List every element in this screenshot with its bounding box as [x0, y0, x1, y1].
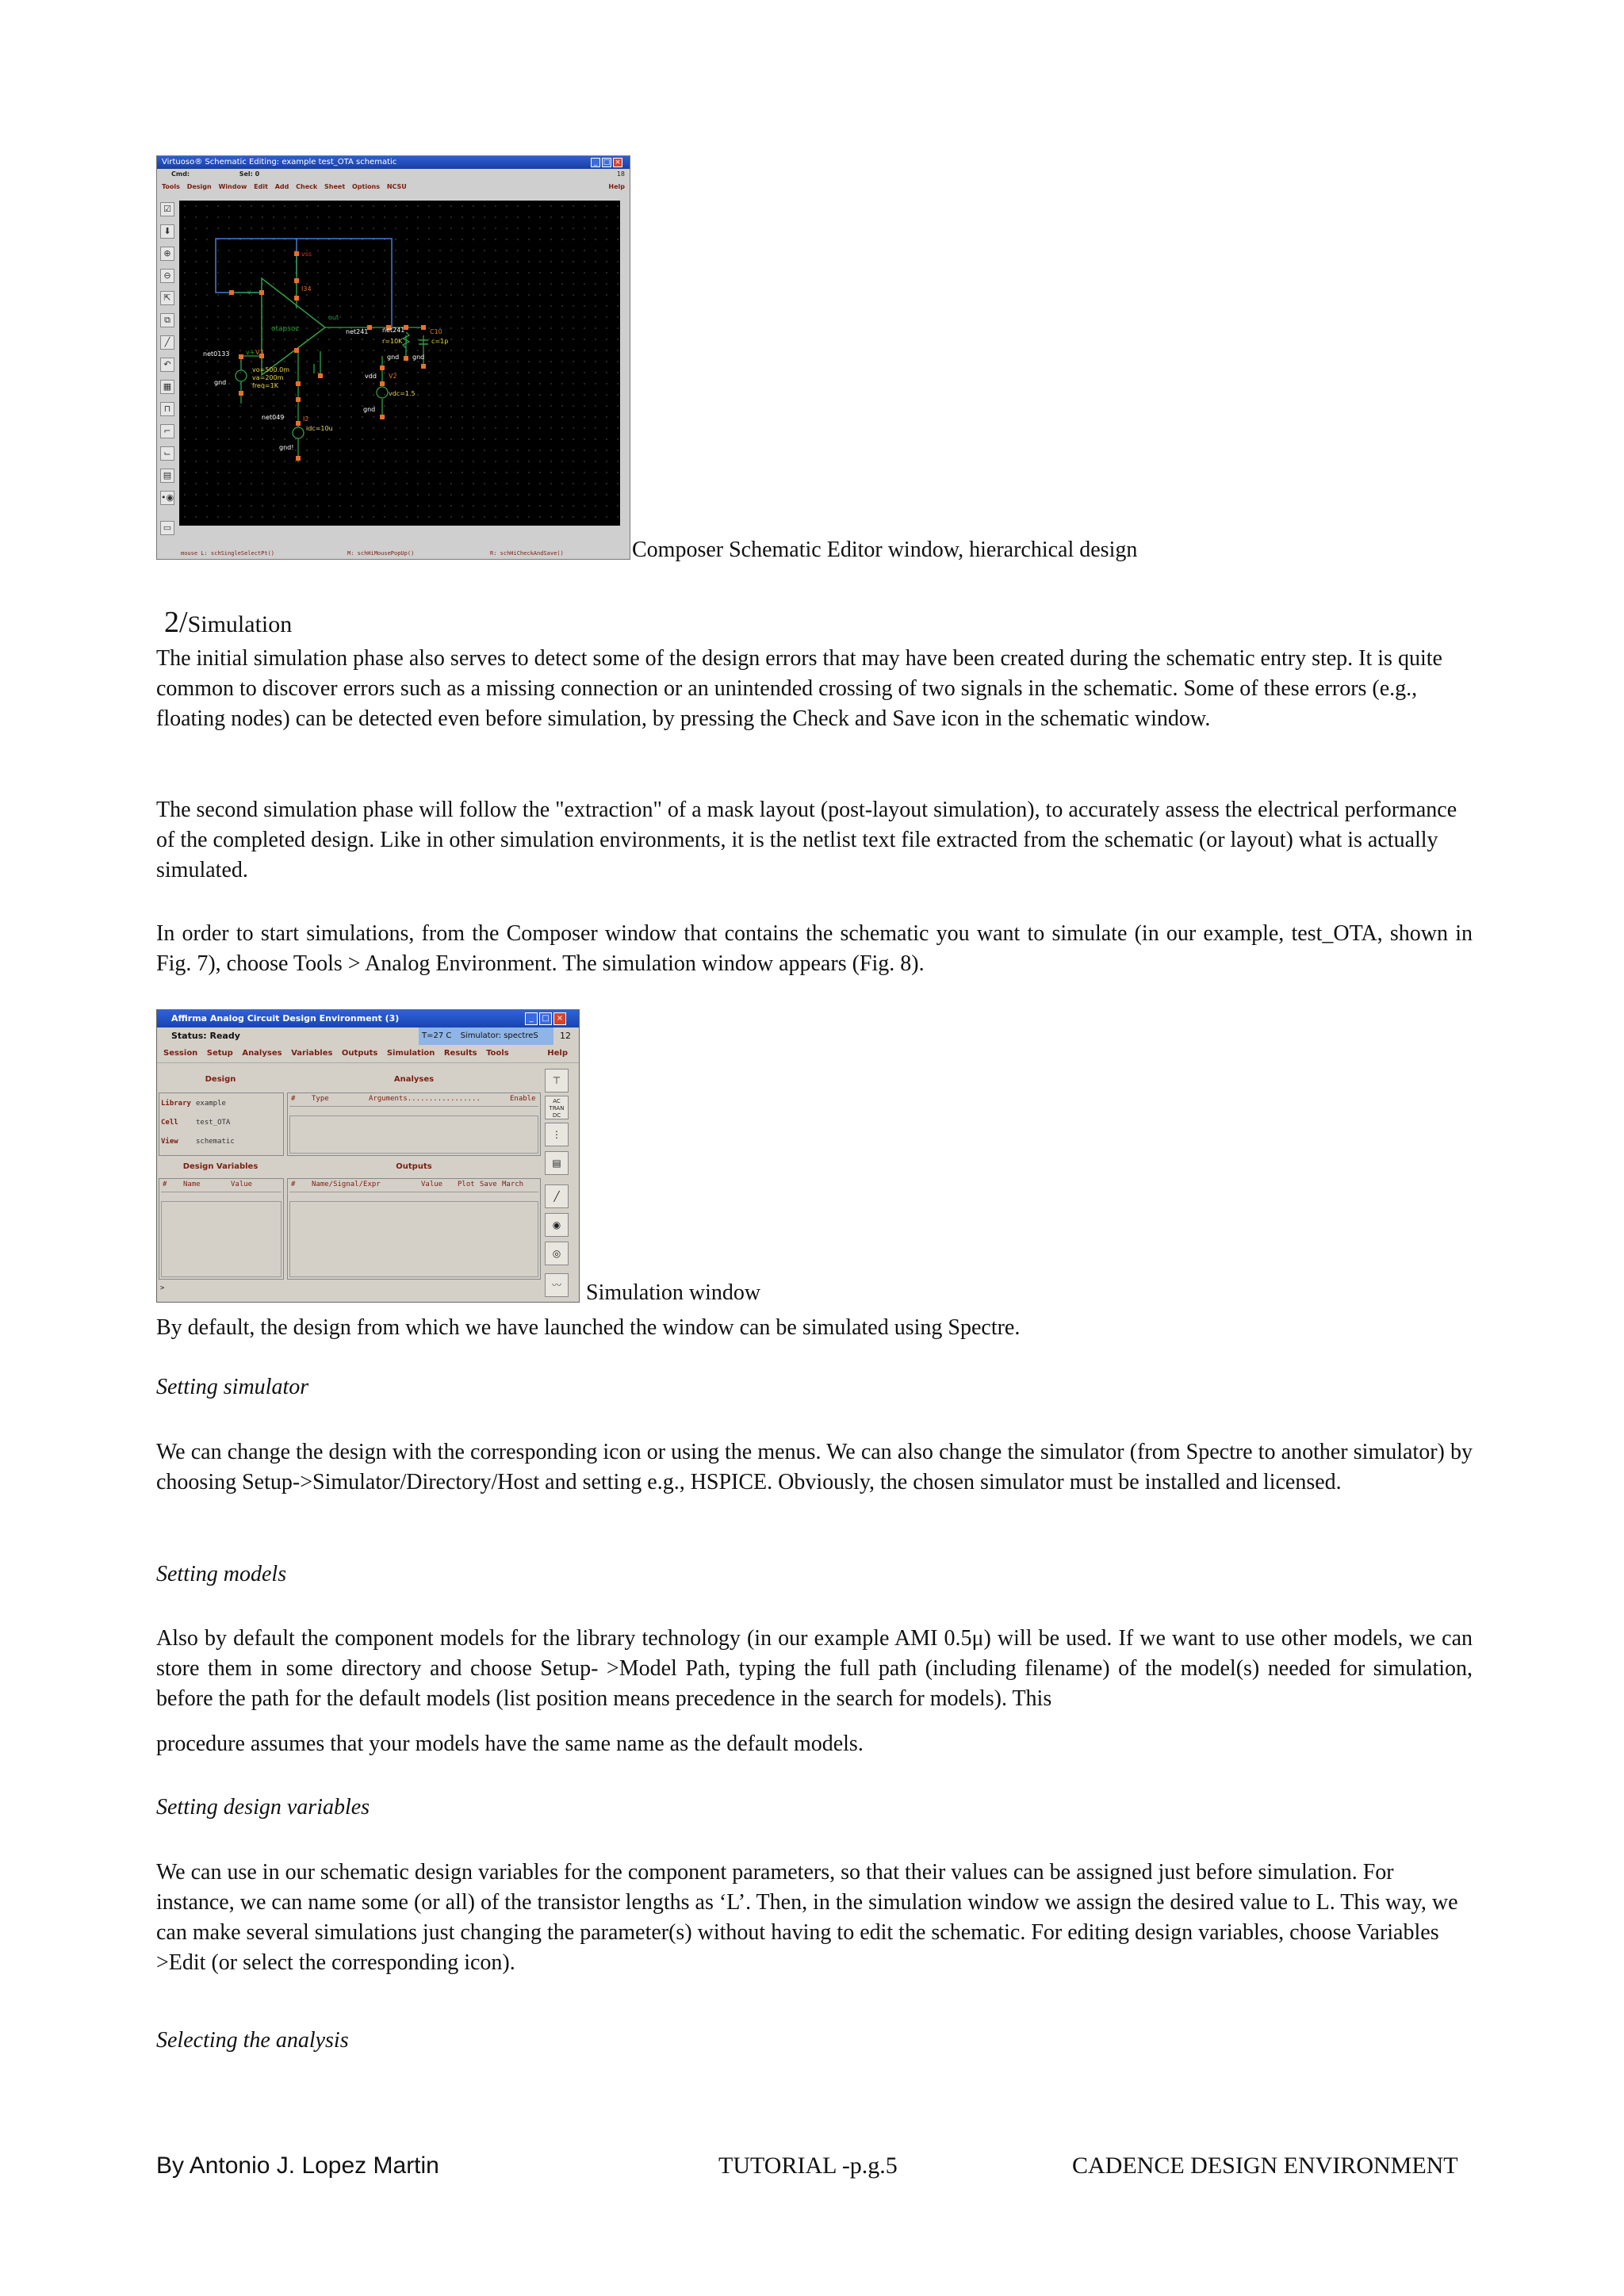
simulation-title-bar: Affirma Analog Circuit Design Environment (3)	[157, 1010, 579, 1027]
run-simulation-icon[interactable]: ◉	[545, 1213, 569, 1237]
mouse-middle-status: M: schHiMousePopUp()	[347, 550, 415, 557]
label-vdc: vdc=1.5	[389, 390, 416, 397]
command-prompt[interactable]: >	[160, 1284, 165, 1292]
section-title: Simulation	[187, 611, 293, 637]
close-icon[interactable]: ×	[613, 158, 622, 167]
design-panel	[159, 1093, 284, 1156]
menu-outputs[interactable]: Outputs	[341, 1049, 378, 1058]
maximize-icon[interactable]: □	[603, 159, 611, 166]
stretch-icon[interactable]: ⇱	[160, 291, 174, 305]
paragraph-initial-simulation: The initial simulation phase also serves to detect some of the design errors that may have been created during the schematic entry step. It is quite common to discover errors such as a missing connection or an unintended crossing of two signals in the schematic. Some of these errors (e.g., floating nodes) can be detected even before simulation, by pressing the Check and Save icon in the schematic window.	[156, 646, 1442, 731]
menu-simulation[interactable]: Simulation	[386, 1049, 435, 1058]
sim-close-icon[interactable]: ×	[553, 1012, 566, 1025]
simulation-window-screenshot	[156, 1009, 580, 1303]
command-strip	[157, 169, 630, 180]
label-icon[interactable]: ▤	[160, 469, 174, 483]
footer-page: TUTORIAL -p.g.5	[718, 2152, 898, 2179]
label-ibias: I34	[301, 285, 312, 293]
choose-analyses-icon[interactable]	[545, 1096, 569, 1119]
footer-title: CADENCE DESIGN ENVIRONMENT	[1072, 2152, 1458, 2179]
temperature-text: T=27 C	[422, 1031, 452, 1040]
label-vdd: vdd	[365, 373, 377, 380]
save-icon[interactable]: ⬇	[160, 224, 174, 239]
figure-caption-schematic: Composer Schematic Editor window, hierarchical design	[632, 538, 1138, 562]
analyses-col-enable: Enable	[510, 1095, 536, 1103]
menu-sheet[interactable]: Sheet	[324, 183, 346, 190]
stop-simulation-icon[interactable]: ◎	[545, 1242, 569, 1265]
status-text: Status: Ready	[171, 1031, 240, 1041]
undo-icon[interactable]: ↶	[160, 358, 174, 372]
dv-col-num: #	[163, 1181, 167, 1188]
label-va: va=200m	[252, 374, 284, 381]
menu-variables[interactable]: Variables	[291, 1049, 333, 1058]
schematic-drawing	[179, 201, 620, 526]
menu-options[interactable]: Options	[351, 183, 381, 190]
label-gnd-r: gnd	[387, 354, 400, 361]
outputs-col-save: Save	[480, 1181, 497, 1188]
menu-add[interactable]: Add	[274, 183, 289, 190]
mouse-right-status: R: schHiCheckAndSave()	[490, 550, 564, 557]
analyses-col-num: #	[291, 1095, 296, 1103]
schematic-menu-bar	[157, 182, 630, 193]
label-cval: c=1p	[431, 338, 449, 345]
dv-columns	[161, 1181, 282, 1192]
analyses-col-type: Type	[312, 1095, 329, 1103]
edit-variables-icon[interactable]: ⋮	[545, 1123, 569, 1146]
paragraph-start-simulation: In order to start simulations, from the Composer window that contains the schematic you want to simulate (in our example, test_OTA, shown in Fig. 7), choose Tools > Analog Environment. The simulation window appears (Fig. 8).	[156, 921, 1473, 976]
label-vss: vss	[301, 251, 312, 258]
design-header: Design	[205, 1075, 236, 1084]
menu-session[interactable]: Session	[163, 1049, 198, 1058]
label-c: C10	[430, 328, 442, 335]
outputs-col-march: March	[502, 1181, 524, 1188]
menu-analyses[interactable]: Analyses	[242, 1049, 282, 1058]
heading-setting-design-variables: Setting design variables	[156, 1795, 370, 1820]
sim-window-number: 12	[560, 1031, 571, 1041]
section-number: 2/	[164, 606, 188, 639]
design-variables-list[interactable]	[161, 1201, 282, 1277]
design-cell-value: test_OTA	[196, 1119, 231, 1127]
menu-check[interactable]: Check	[296, 183, 318, 190]
label-net241b: net241	[382, 327, 405, 334]
design-cell-label: Cell	[161, 1119, 178, 1127]
window-number: 18	[616, 170, 625, 178]
heading-setting-simulator: Setting simulator	[156, 1375, 309, 1399]
outputs-col-name: Name/Signal/Expr	[312, 1181, 381, 1188]
paragraph-post-layout: The second simulation phase will follow the "extraction" of a mask layout (post-layout simulation), to accurately assess the electrical performance of the completed design. Like in other simulation environments, it is the netlist text file extracted from the schematic (or layout) what is actually simulated.	[156, 798, 1457, 882]
label-v3: V3	[255, 349, 264, 356]
design-library-label: Library	[161, 1100, 191, 1108]
schematic-editor-screenshot	[156, 155, 630, 560]
analysis-dc-label: DC	[552, 1112, 561, 1119]
wire-narrow-icon[interactable]: ⌙	[160, 446, 174, 461]
label-net241a: net241	[346, 328, 369, 335]
design-view-label: View	[161, 1138, 178, 1146]
label-gnd-c: gnd	[412, 354, 425, 361]
delete-icon[interactable]: ▦	[160, 380, 174, 394]
section-heading	[164, 605, 292, 640]
paragraph-setting-simulator: We can change the design with the corresponding icon or using the menus. We can also change the simulator (from Spectre to another simulator) by choosing Setup->Simulator/Directory/Host and setting e.g., HSPICE. Obviously, the chosen simulator must be installed and licensed.	[156, 1440, 1473, 1494]
label-vo: vo=500.0m	[252, 366, 290, 373]
design-variables-table[interactable]	[159, 1178, 284, 1280]
paragraph-default-spectre: By default, the design from which we have launched the window can be simulated using Spectre.	[156, 1315, 1021, 1340]
minimize-icon[interactable]: _	[591, 158, 600, 167]
analysis-tran-label: TRAN	[549, 1105, 565, 1112]
sim-minimize-icon[interactable]: _	[525, 1012, 538, 1025]
dv-col-name: Name	[183, 1181, 201, 1188]
outputs-col-value: Value	[421, 1181, 443, 1188]
menu-results[interactable]: Results	[443, 1049, 477, 1058]
simulator-text: Simulator: spectreS	[460, 1031, 538, 1040]
outputs-table[interactable]	[287, 1178, 541, 1280]
property-icon[interactable]: •◉	[160, 491, 174, 505]
footer-author: By Antonio J. Lopez Martin	[156, 2152, 439, 2179]
label-vplus: v+	[246, 349, 255, 356]
setup-outputs-icon[interactable]: ▤	[545, 1151, 569, 1175]
menu-window[interactable]: Window	[218, 183, 247, 190]
window-icon[interactable]: ▭	[160, 521, 174, 535]
analyses-header: Analyses	[393, 1075, 435, 1084]
label-idc: idc=10u	[306, 425, 333, 432]
delete-pen-icon[interactable]: ╱	[545, 1184, 569, 1208]
copy-icon[interactable]: ⧉	[160, 313, 174, 327]
label-vminus: v-	[247, 289, 254, 296]
label-out: out	[328, 314, 339, 321]
label-v2: V2	[389, 373, 397, 380]
sim-maximize-icon[interactable]: □	[539, 1012, 552, 1025]
schematic-title-bar: Virtuoso® Schematic Editing: example test_OTA schematic	[157, 156, 630, 169]
analyses-table[interactable]	[287, 1093, 541, 1156]
schematic-canvas[interactable]	[179, 201, 620, 526]
analyses-list[interactable]	[289, 1115, 538, 1154]
analyses-columns	[289, 1095, 538, 1107]
outputs-col-plot: Plot	[458, 1181, 475, 1188]
mouse-status-bar	[157, 548, 630, 559]
label-gnd-v3: gnd	[214, 379, 227, 386]
analyses-col-args: Arguments.................	[369, 1095, 481, 1103]
sel-label: Sel: 0	[239, 170, 260, 178]
paragraph-models-same-name: procedure assumes that your models have the same name as the default models.	[156, 1732, 864, 1756]
check-save-icon[interactable]: ☑	[160, 202, 174, 216]
sim-menu-help[interactable]: Help	[547, 1049, 568, 1058]
choose-design-icon[interactable]: ⊤	[545, 1069, 569, 1093]
label-otapsoz: otapsoz	[271, 325, 300, 333]
label-net133: net0133	[203, 350, 230, 358]
label-freq: freq=1K	[252, 382, 278, 389]
outputs-columns	[289, 1181, 538, 1192]
cmd-label: Cmd:	[171, 170, 190, 178]
dv-col-value: Value	[231, 1181, 253, 1188]
menu-design[interactable]: Design	[186, 183, 212, 190]
figure-caption-simulation: Simulation window	[586, 1280, 761, 1305]
label-gnd-v2: gnd	[363, 406, 376, 413]
design-library-value: example	[196, 1100, 226, 1108]
design-view-value: schematic	[196, 1138, 235, 1146]
analysis-ac-label: AC	[553, 1098, 561, 1104]
mouse-left-status: mouse L: schSingleSelectPt()	[181, 550, 275, 557]
zoom-in-icon[interactable]: ⊕	[160, 247, 174, 261]
menu-help[interactable]: Help	[608, 183, 625, 190]
label-net249: net049	[262, 414, 285, 421]
paragraph-setting-models: Also by default the component models for the library technology (in our example AMI 0.5μ) will be used. If we want to use other models, we can store them in some directory and choose Setup- >Model Path, typing the full path (including filename) of the model(s) needed for simulation, before the path for the default models (list position means precedence in the search for models). This	[156, 1626, 1473, 1711]
label-i2: I2	[303, 415, 309, 423]
pin-icon[interactable]: ⌐	[160, 424, 174, 438]
design-variables-header: Design Variables	[182, 1162, 259, 1171]
label-r: r=10K	[382, 338, 403, 345]
instance-icon[interactable]: ⊓	[160, 402, 174, 416]
menu-tools[interactable]: Tools	[162, 183, 180, 190]
outputs-header: Outputs	[396, 1162, 432, 1171]
wire-icon[interactable]: ╱	[160, 335, 174, 350]
simulator-status-field	[419, 1027, 553, 1045]
menu-tools[interactable]: Tools	[486, 1049, 509, 1058]
menu-setup[interactable]: Setup	[206, 1049, 233, 1058]
outputs-col-num: #	[291, 1181, 296, 1188]
simulation-menu-bar	[157, 1045, 579, 1063]
heading-selecting-analysis: Selecting the analysis	[156, 2028, 349, 2053]
menu-edit[interactable]: Edit	[254, 183, 268, 190]
heading-setting-models: Setting models	[156, 1562, 287, 1586]
outputs-list[interactable]	[289, 1201, 538, 1277]
label-gnd-bang: gnd!	[279, 444, 294, 451]
zoom-out-icon[interactable]: ⊖	[160, 269, 174, 283]
paragraph-design-variables: We can use in our schematic design variables for the component parameters, so that their values can be assigned just before simulation. For instance, we can name some (or all) of the transistor lengths as ‘L’. Then, in the simulation window we assign the desired value to L. This way, we can make several simulations just changing the parameter(s) without having to edit the schematic. For editing design variables, choose Variables >Edit (or select the corresponding icon).	[156, 1860, 1458, 1975]
plot-outputs-icon[interactable]: 〰	[545, 1273, 569, 1297]
menu-ncsu[interactable]: NCSU	[386, 183, 407, 190]
